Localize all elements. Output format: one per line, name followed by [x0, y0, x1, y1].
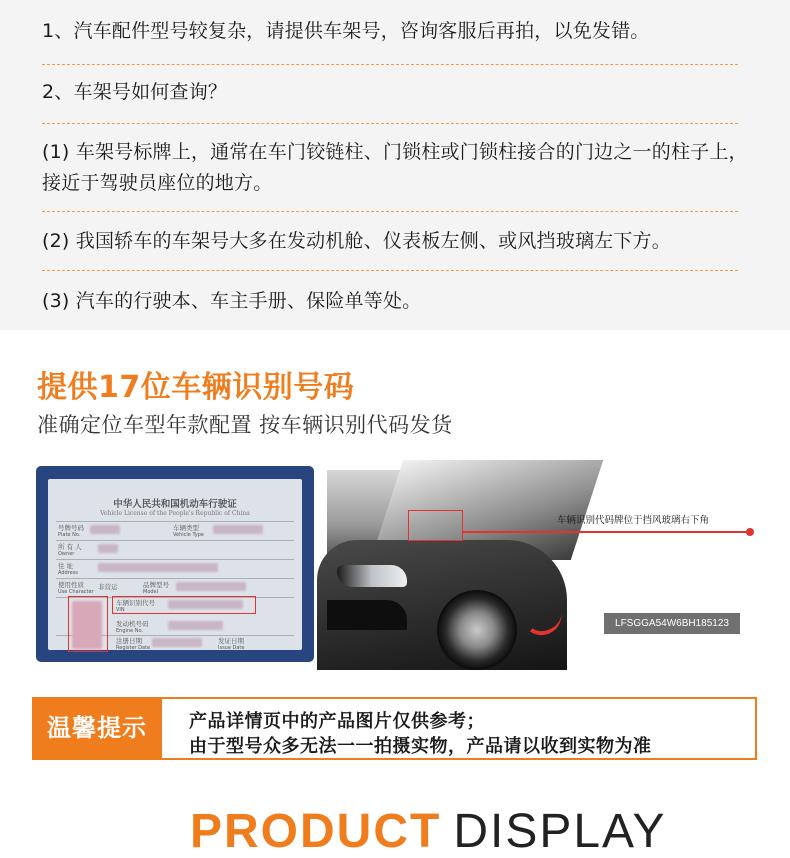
- label-issue-date-en: Issue Date: [218, 645, 245, 651]
- label-plate-no-en: Plate No.: [58, 532, 81, 538]
- dashed-divider: [42, 123, 738, 124]
- note-line-2: 2、车架号如何查询？: [42, 81, 228, 103]
- dashed-divider: [42, 64, 738, 65]
- note-line-1: 1、汽车配件型号较复杂，请提供车架号，咨询客服后再拍，以免发错。: [42, 20, 650, 42]
- label-engine-no-en: Engine No.: [116, 628, 144, 634]
- label-issue-date: 发证日期: [218, 637, 244, 645]
- license-rule: [56, 559, 294, 560]
- blurred-value: [168, 621, 223, 630]
- vin-section-subtitle: 准确定位车型年款配置 按车辆识别代码发货: [37, 413, 453, 437]
- stamp-highlight-box: [68, 596, 108, 652]
- license-subtitle: Vehicle License of the People's Republic of China: [100, 510, 250, 517]
- warm-tip-label: 温馨提示: [32, 697, 162, 760]
- vehicle-license-sheet: [48, 479, 302, 650]
- label-use-character: 使用性质: [58, 581, 84, 589]
- label-plate-no: 号牌号码: [58, 524, 84, 532]
- headlamp: [337, 565, 407, 587]
- blurred-value: [98, 563, 218, 572]
- vin-code-tag: LFSGGA54W6BH185123: [604, 613, 740, 634]
- vin-notes-panel: [0, 0, 790, 330]
- label-engine-no: 发动机号码: [116, 620, 149, 628]
- label-vehicle-type-en: Vehicle Type: [173, 532, 204, 538]
- product-display-heading: [190, 805, 667, 858]
- label-vin: 车辆识别代号: [116, 599, 155, 607]
- front-wheel: [437, 590, 517, 670]
- warm-tip-line-1: 产品详情页中的产品图片仅供参考；: [189, 711, 485, 732]
- blurred-value: [90, 525, 120, 534]
- note-line-4: (2) 我国轿车的车架号大多在发动机舱、仪表板左侧、或风挡玻璃左下方。: [42, 230, 671, 252]
- license-rule: [56, 540, 294, 541]
- dashed-divider: [42, 270, 738, 271]
- label-model-en: Model: [143, 589, 159, 595]
- label-address-en: Address: [58, 570, 78, 576]
- label-vin-en: VIN: [116, 607, 125, 613]
- value-use-character: 非营运: [98, 583, 118, 591]
- note-line-3: (1) 车架号标牌上，通常在车门铰链柱、门锁柱或门锁柱接合的门边之一的柱子上，接近于驾驶员座位的地方。: [42, 141, 748, 194]
- pointer-dot: [746, 528, 754, 536]
- blurred-value: [98, 544, 118, 553]
- vin-position-label: 车辆识别代码牌位于挡风玻璃右下角: [557, 515, 710, 526]
- front-bumper: [327, 600, 407, 630]
- label-model: 品牌型号: [143, 581, 169, 589]
- vin-plate-highlight-box: [408, 510, 463, 541]
- label-owner: 所 有 人: [58, 543, 82, 551]
- vin-highlight-box: [112, 596, 256, 614]
- license-title: 中华人民共和国机动车行驶证: [113, 499, 237, 510]
- display-word: DISPLAY: [453, 805, 667, 858]
- label-vehicle-type: 车辆类型: [173, 524, 199, 532]
- dashed-divider: [42, 211, 738, 212]
- label-register-date-en: Register Date: [116, 645, 151, 651]
- blurred-value: [152, 638, 202, 647]
- label-owner-en: Owner: [58, 551, 75, 557]
- warm-tip-box: [32, 697, 757, 760]
- car-windshield-photo: [327, 470, 551, 653]
- warm-tip-line-2: 由于型号众多无法一一拍摄实物，产品请以收到实物为准: [189, 736, 652, 757]
- blurred-value: [213, 525, 263, 534]
- label-use-character-en: Use Character: [58, 589, 94, 595]
- license-rule: [56, 578, 294, 579]
- blurred-value: [176, 582, 246, 591]
- vehicle-license-image: [36, 466, 314, 662]
- label-register-date: 注册日期: [116, 637, 142, 645]
- product-word: PRODUCT: [190, 805, 442, 858]
- vin-section-title: 提供17位车辆识别号码: [37, 370, 355, 405]
- label-address: 住 址: [58, 562, 74, 570]
- note-line-5: (3) 汽车的行驶本、车主手册、保险单等处。: [42, 290, 422, 312]
- pointer-line: [462, 531, 752, 533]
- license-rule: [56, 521, 294, 522]
